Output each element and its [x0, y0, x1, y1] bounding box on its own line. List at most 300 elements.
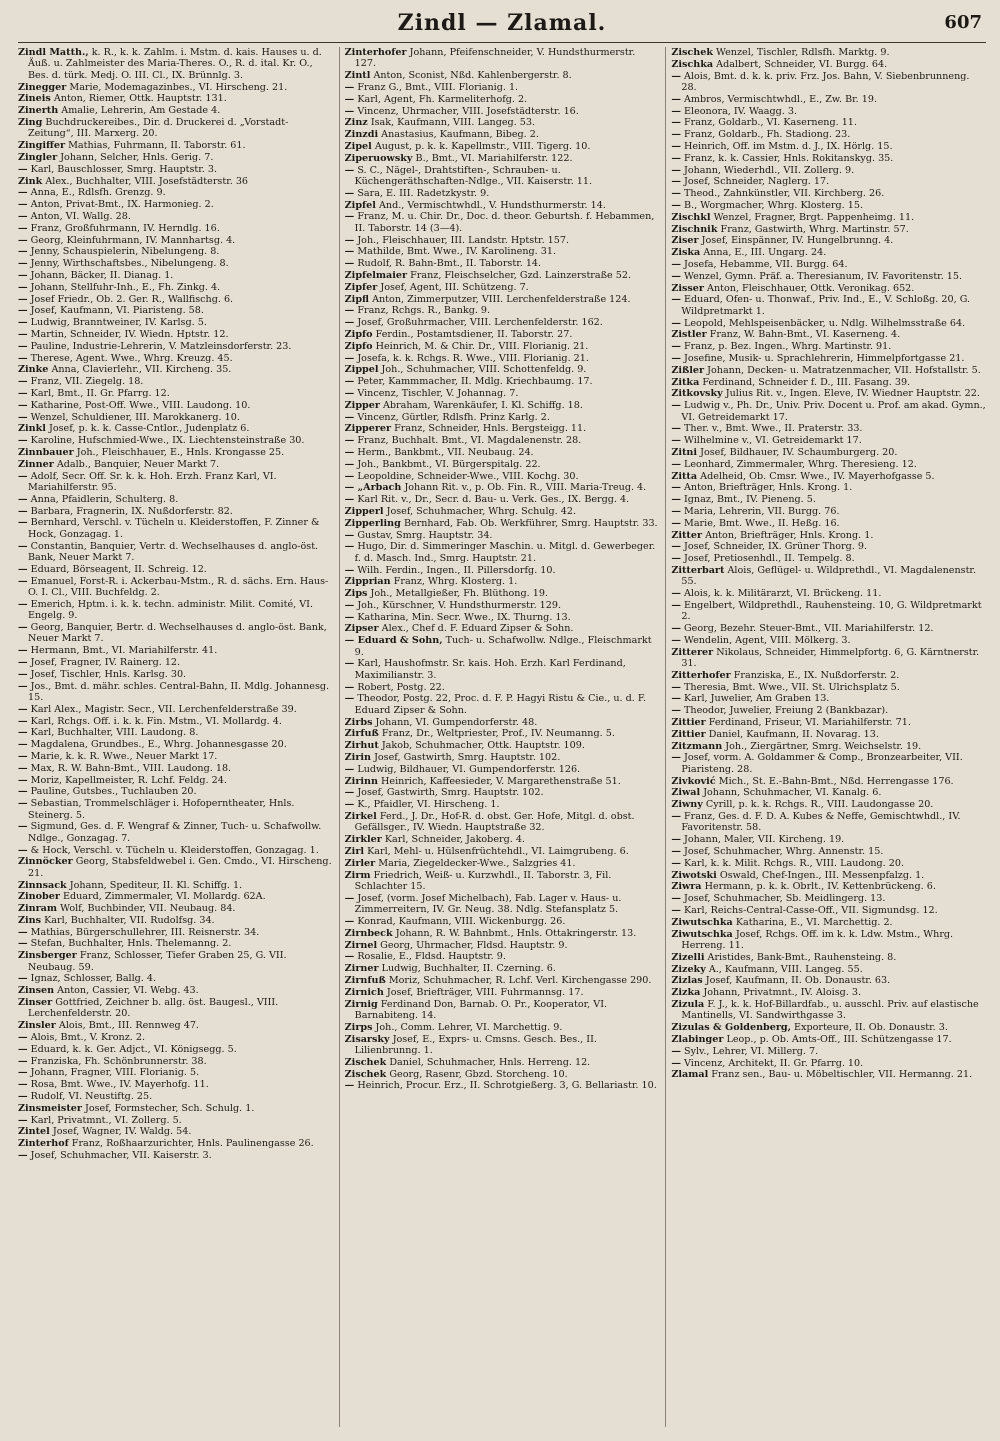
directory-entry	[345, 518, 660, 529]
entry-details: Max, R. W. Bahn-Bmt., VIII. Laudong. 18.	[30, 762, 232, 774]
entry-surname: —	[18, 1079, 28, 1091]
entry-surname: —	[344, 658, 355, 670]
entry-surname: Zirbs	[344, 716, 373, 728]
directory-entry	[345, 235, 660, 246]
directory-entry	[18, 199, 333, 210]
entry-surname: —	[671, 857, 681, 869]
entry-surname: Zitterer	[671, 646, 714, 658]
entry-details: Josefa, Hebamme, VII. Burgg. 64.	[684, 258, 848, 270]
entry-surname: Zippel	[344, 364, 379, 376]
entry-surname: —	[18, 435, 28, 447]
directory-entry	[345, 787, 660, 798]
entry-surname: Ziska	[671, 247, 701, 259]
directory-entry	[345, 447, 660, 458]
directory-entry	[345, 682, 660, 693]
directory-entry	[345, 459, 660, 470]
entry-details: Anton, Fleischhauer, Ottk. Veronikag. 652.	[707, 282, 915, 294]
directory-entry	[18, 927, 333, 938]
entry-details: Johann Rit. v., p. Ob. Fin. R., VIII. Maria-Treug. 4.	[404, 482, 647, 494]
directory-entry	[18, 235, 333, 246]
entry-details: Ferdinand Don, Barnab. O. Pr., Kooperator, VI. Barnabiteng. 14.	[354, 998, 608, 1022]
directory-entry	[18, 376, 333, 387]
directory-entry	[671, 200, 986, 211]
entry-details: Therese, Agent. Wwe., Whrg. Kreuzg. 45.	[30, 352, 233, 364]
entry-surname: Zirm	[344, 869, 371, 881]
directory-entry	[18, 1067, 333, 1078]
entry-details: Constantin, Banquier, Vertr. d. Wechselhauses d. anglo-öst. Bank, Neuer Markt 7.	[28, 540, 319, 563]
entry-surname: —	[18, 926, 28, 938]
entry-details: Vincenz, Architekt, II. Gr. Pfarrg. 10.	[684, 1057, 864, 1069]
directory-entry	[345, 963, 660, 974]
entry-details: k. R., k. k. Zahlm. i. Mstm. d. kais. Hauses u. d. Äuß. u. Zahlmeister des Maria-Theres. O., R. d. ital. Kr. O., Bes. d. türk. Medj. O. III. Cl., IX. Brünnlg. 3.	[28, 47, 322, 81]
page-title: Zindl — Zlamal.	[397, 10, 607, 36]
entry-details: Theodor, Postg. 22, Proc. d. F. P. Hagyi Ristu & Cie., u. d. F. Eduard Zipser & Sohn.	[354, 693, 647, 716]
entry-details: Ferdin., Postamtsdiener, II. Taborstr. 27.	[375, 328, 573, 340]
directory-entry	[671, 776, 986, 787]
directory-entry	[18, 681, 333, 704]
entry-surname: —	[344, 435, 355, 447]
directory-entry	[671, 975, 986, 986]
entry-surname: Zistler	[671, 329, 707, 341]
entry-details: Franziska, E., IX. Nußdorferstr. 2.	[733, 669, 900, 681]
entry-details: Anton, Zimmerputzer, VIII. Lerchenfelderstraße 124.	[372, 293, 631, 305]
directory-entry	[345, 530, 660, 541]
entry-details: Karl, Bmt., II. Gr. Pfarrg. 12.	[30, 387, 170, 399]
directory-entry	[671, 787, 986, 798]
directory-entry	[345, 541, 660, 564]
entry-details: Ludwig v., Ph. Dr., Univ. Priv. Docent u. Prof. am akad. Gymn., VI. Getreidemarkt 17.	[681, 400, 986, 423]
directory-entry	[671, 870, 986, 881]
entry-details: K., Pfaidler, VI. Hirscheng. 1.	[357, 799, 500, 811]
entry-surname: Zinke	[18, 364, 49, 376]
directory-entry	[345, 576, 660, 587]
entry-surname: —	[18, 621, 28, 633]
entry-surname: —	[18, 798, 28, 810]
entry-details: Hugo, Dir. d. Simmeringer Maschin. u. Mitgl. d. Gewerbeger. f. d. Masch. Ind., Smrg. Hauptstr. 21.	[354, 541, 656, 564]
entry-surname: —	[671, 505, 681, 517]
entry-surname: —	[18, 750, 28, 762]
entry-surname: —	[344, 1080, 355, 1092]
entry-details: Eduard, k. k. Ger. Adjct., VI. Königsegg. 5.	[30, 1043, 237, 1055]
directory-entry	[345, 811, 660, 834]
directory-entry	[345, 776, 660, 787]
directory-entry	[345, 600, 660, 611]
entry-details: Buchdruckereibes., Dir. d. Druckerei d. „Vorstadt-Zeitung“, III. Marxerg. 20.	[28, 117, 289, 140]
entry-surname: Zing	[18, 117, 43, 128]
entry-details: Bernhard, Fab. Ob. Werkführer, Smrg. Hauptstr. 33.	[403, 517, 658, 529]
directory-entry	[345, 846, 660, 857]
entry-surname: —	[18, 411, 28, 423]
entry-surname: —	[18, 540, 28, 552]
directory-entry	[345, 471, 660, 482]
entry-details: Johann, VI. Gumpendorferstr. 48.	[375, 716, 538, 728]
entry-surname: Zipfel	[344, 199, 376, 211]
entry-details: Georg, Kleinfuhrmann, IV. Mannhartsg. 4.	[30, 234, 236, 246]
entry-surname: —	[671, 494, 681, 506]
entry-surname: —	[18, 352, 28, 364]
entry-surname: —	[344, 470, 355, 482]
entry-surname: —	[18, 399, 28, 411]
entry-details: Franz, W. Bahn-Bmt., VI. Kaserneng. 4.	[709, 329, 901, 341]
entry-details: Franz, Goldarb., VI. Kaserneng. 11.	[684, 117, 857, 129]
entry-details: Karl, k. k. Milit. Rchgs. R., VIII. Laudong. 20.	[684, 857, 905, 869]
entry-surname: Zirnel	[344, 939, 378, 951]
directory-entry	[671, 999, 986, 1022]
entry-surname: Zintl	[344, 70, 371, 82]
entry-surname: Zipfer	[344, 281, 378, 293]
directory-entry	[18, 1020, 333, 1031]
directory-entry	[18, 1079, 333, 1090]
entry-surname: —	[671, 199, 681, 211]
entry-details: Anastasius, Kaufmann, Bibeg. 2.	[381, 129, 539, 141]
directory-entry	[345, 423, 660, 434]
directory-entry	[18, 891, 333, 902]
entry-surname: Zirnig	[344, 998, 378, 1010]
directory-entry	[18, 305, 333, 316]
entry-details: Leopoldine, Schneider-Wwe., VIII. Kochg. 30.	[357, 470, 579, 482]
entry-details: Wendelin, Agent, VIII. Mölkerg. 3.	[684, 634, 851, 646]
entry-surname: —	[671, 176, 681, 188]
entry-details: Franz, Buchhalt. Bmt., VI. Magdalenenstr. 28.	[357, 435, 582, 447]
directory-entry	[345, 258, 660, 269]
directory-entry	[345, 482, 660, 493]
entry-details: Alois, Bmt., III. Rennweg 47.	[58, 1020, 199, 1032]
directory-entry	[18, 223, 333, 234]
entry-details: Josef, Schuhmacher, Sb. Meidlingerg. 13.	[684, 893, 886, 905]
entry-surname: —	[671, 482, 681, 494]
directory-entry	[671, 283, 986, 294]
directory-entry	[671, 541, 986, 552]
entry-surname: Zirnfuß	[344, 975, 386, 987]
entry-details: Franz, Fleischselcher, Gzd. Lainzerstraße 52.	[410, 269, 632, 281]
entry-details: Franz, Großfuhrmann, IV. Herndlg. 16.	[30, 222, 220, 234]
directory-entry	[671, 377, 986, 388]
entry-surname: —	[344, 611, 355, 623]
directory-entry	[18, 246, 333, 257]
entry-surname: Zingler	[18, 152, 58, 163]
directory-entry	[18, 517, 333, 540]
entry-surname: —	[671, 1057, 681, 1069]
directory-entry	[671, 212, 986, 223]
entry-surname: —	[18, 1043, 28, 1055]
directory-entry	[18, 152, 333, 163]
directory-entry	[671, 259, 986, 270]
entry-details: Johann, Decken- u. Matratzenmacher, VII. Hofstallstr. 5.	[707, 364, 981, 376]
entry-details: Vincenz, Uhrmacher, VIII. Josefstädterstr. 16.	[357, 105, 579, 117]
entry-surname: Zitzmann	[671, 740, 723, 752]
directory-entry	[671, 341, 986, 352]
entry-surname: —	[18, 246, 28, 258]
entry-details: Emanuel, Forst-R. i. Ackerbau-Mstm., R. d. sächs. Ern. Haus-O. I. Cl., VIII. Buchfeldg. 2.	[28, 575, 329, 598]
entry-surname: — „Arbach	[344, 482, 402, 494]
entry-details: Anna, E., III. Ungarg. 24.	[703, 247, 827, 259]
entry-surname: —	[18, 281, 28, 293]
entry-details: Josef, Formstecher, Sch. Schulg. 1.	[84, 1102, 255, 1114]
entry-details: Josef, vorm. A. Goldammer & Comp., Bronzearbeiter, VII. Piaristeng. 28.	[681, 752, 963, 775]
directory-entry	[345, 893, 660, 916]
directory-entry	[345, 246, 660, 257]
entry-details: Karl, Juwelier, Am Graben 13.	[684, 693, 830, 705]
directory-entry	[18, 1091, 333, 1102]
directory-entry	[18, 388, 333, 399]
directory-entry	[18, 447, 333, 458]
entry-surname: —	[18, 1055, 28, 1067]
entry-surname: —	[344, 693, 355, 705]
entry-surname: —	[671, 634, 681, 646]
directory-entry	[671, 987, 986, 998]
entry-surname: Ziperuowsky	[344, 152, 413, 164]
entry-surname: —	[18, 187, 28, 199]
entry-surname: —	[18, 493, 28, 505]
entry-details: Robert, Postg. 22.	[357, 681, 445, 693]
directory-entry	[18, 775, 333, 786]
entry-surname: —	[344, 787, 355, 799]
entry-details: Georg, Uhrmacher, Fldsd. Hauptstr. 9.	[380, 939, 568, 951]
entry-surname: Ziwny	[671, 799, 703, 811]
entry-surname: —	[671, 541, 681, 553]
directory-entry	[345, 506, 660, 517]
entry-surname: Zipperer	[344, 423, 392, 435]
entry-surname: Zinterhofer	[344, 47, 407, 58]
entry-details: Joh., Comm. Lehrer, VI. Marchettig. 9.	[375, 1021, 563, 1033]
entry-details: Anna, E., Rdlsfh. Grenzg. 9.	[30, 187, 166, 199]
entry-details: Vincenz, Tischler, V. Johannag. 7.	[357, 387, 519, 399]
entry-details: & Hock, Verschl. v. Tücheln u. Kleiderstoffen, Gonzagag. 1.	[30, 844, 319, 856]
entry-details: Josefine, Musik- u. Sprachlehrerin, Himmelpfortgasse 21.	[684, 352, 965, 364]
entry-details: Sigmund, Ges. d. F. Wengraf & Zinner, Tuch- u. Schafwollw. Ndlge., Gonzagag. 7.	[28, 821, 322, 844]
entry-surname: —	[18, 317, 28, 329]
directory-entry	[671, 1022, 986, 1033]
directory-entry	[18, 997, 333, 1020]
entry-details: Katharina, E., VI. Marchettig. 2.	[735, 916, 893, 928]
entry-surname: Zizka	[671, 987, 701, 999]
entry-surname: —	[344, 799, 355, 811]
directory-entry	[18, 317, 333, 328]
entry-surname: Zinegger	[18, 81, 67, 93]
entry-details: Amalie, Lehrerin, Am Gestade 4.	[61, 105, 221, 117]
entry-surname: Zitterhofer	[671, 669, 731, 681]
entry-surname: —	[18, 727, 28, 739]
directory-entry	[671, 94, 986, 105]
entry-details: Heinrich, Kaffeesieder, V. Margarethenstraße 51.	[381, 775, 621, 787]
directory-entry	[18, 117, 333, 140]
entry-details: Adalb., Banquier, Neuer Markt 7.	[56, 458, 220, 470]
entry-details: Johann, Privatmnt., IV. Aloisg. 3.	[703, 987, 862, 999]
directory-entry	[345, 658, 660, 681]
entry-surname: —	[671, 317, 681, 329]
entry-surname: —	[344, 763, 355, 775]
entry-details: Franz, Ges. d. F. D. A. Kubes & Neffe, Gemischtwhdl., IV. Favoritenstr. 58.	[681, 811, 961, 834]
directory-entry	[18, 727, 333, 738]
entry-details: Franz, Gastwirth, Whrg. Martinstr. 57.	[720, 223, 909, 235]
directory-entry	[671, 647, 986, 670]
directory-entry	[345, 70, 660, 81]
entry-details: Magdalena, Grundbes., E., Whrg. Johannesgasse 20.	[30, 739, 287, 751]
entry-details: Alois, k. k. Militärarzt, VI. Brückeng. 11.	[684, 588, 882, 600]
entry-surname: —	[671, 752, 681, 764]
entry-details: Anton, Riemer, Ottk. Hauptstr. 131.	[53, 93, 227, 105]
entry-details: Ferdinand, Schneider f. D., III. Fasang. 39.	[702, 376, 911, 388]
entry-surname: Zinser	[18, 997, 53, 1009]
entry-details: Franz, M. u. Chir. Dr., Doc. d. theor. Geburtsh. f. Hebammen, II. Taborstr. 14 (3—4).	[354, 211, 655, 234]
entry-details: Josefa, k. k. Rchgs. R. Wwe., VIII. Florianig. 21.	[357, 352, 589, 364]
entry-details: Anton, Sconist, Nßd. Kahlenbergerstr. 8.	[373, 70, 572, 82]
entry-surname: Zinsler	[18, 1020, 56, 1032]
entry-details: Joh., Bankbmt., VI. Bürgerspitalg. 22.	[357, 458, 541, 470]
entry-details: Rudolf, R. Bahn-Bmt., II. Taborstr. 14.	[357, 258, 542, 270]
entry-surname: Zizulas & Goldenberg,	[671, 1022, 791, 1034]
entry-surname: —	[18, 305, 28, 317]
entry-surname: —	[671, 905, 681, 917]
directory-entry	[345, 928, 660, 939]
directory-entry	[671, 506, 986, 517]
entry-surname: —	[18, 1091, 28, 1103]
directory-entry	[18, 657, 333, 668]
directory-entry	[671, 717, 986, 728]
entry-details: Mathias, Fuhrmann, II. Taborstr. 61.	[68, 140, 246, 152]
entry-details: Alex., Chef d. F. Eduard Zipser & Sohn.	[381, 623, 574, 635]
entry-details: Josef, Agent, III. Schützeng. 7.	[380, 281, 529, 293]
directory-entry	[671, 188, 986, 199]
entry-details: Josef, p. k. k. Casse-Cntlor., Judenplatz 6.	[48, 423, 250, 435]
directory-entry	[345, 740, 660, 751]
directory-entry	[18, 599, 333, 622]
page-header	[18, 8, 986, 43]
directory-entry	[18, 140, 333, 151]
entry-details: Ambros, Vermischtwhdl., E., Zw. Br. 19.	[684, 93, 878, 105]
directory-entry	[345, 1057, 660, 1068]
entry-details: Maria, Ziegeldecker-Wwe., Salzgries 41.	[378, 857, 576, 869]
directory-entry	[671, 917, 986, 928]
directory-entry	[18, 105, 333, 116]
entry-surname: —	[344, 681, 355, 693]
entry-surname: —	[344, 951, 355, 963]
directory-entry	[671, 799, 986, 810]
entry-surname: —	[344, 446, 355, 458]
directory-entry	[345, 987, 660, 998]
directory-entry	[18, 400, 333, 411]
entry-surname: Zinterhof	[18, 1138, 69, 1150]
entry-details: Johann, Bäcker, II. Dianag. 1.	[30, 269, 174, 281]
directory-entry	[18, 845, 333, 856]
entry-details: Anna, Pfaidlerin, Schulterg. 8.	[30, 493, 179, 505]
directory-entry	[18, 541, 333, 564]
directory-entry	[345, 693, 660, 716]
directory-entry	[671, 141, 986, 152]
directory-entry	[345, 565, 660, 576]
entry-details: Josef, E., Exprs- u. Cmsns. Gesch. Bes., II. Lilienbrunng. 1.	[354, 1033, 597, 1057]
directory-entry	[671, 588, 986, 599]
entry-details: Johann, Spediteur, II. Kl. Schiffg. 1.	[69, 879, 243, 891]
entry-details: Franz, Schneider, Hnls. Bergsteigg. 11.	[394, 423, 587, 435]
entry-surname: Zinnbauer	[18, 446, 74, 458]
entry-details: B., Worgmacher, Whrg. Klosterg. 15.	[684, 199, 864, 211]
directory-entry	[671, 59, 986, 70]
entry-details: Wolf, Buchbinder, VII. Neubaug. 84.	[60, 903, 236, 915]
directory-entry	[345, 165, 660, 188]
entry-details: Josef, Pretiosenhdl., II. Tempelg. 8.	[684, 553, 855, 565]
entry-details: Josef, Briefträger, VIII. Fuhrmannsg. 17.	[386, 986, 584, 998]
entry-surname: Ziwotski	[671, 869, 717, 881]
entry-details: Anton, Briefträger, Hnls. Krong. 1.	[705, 529, 874, 541]
entry-surname: Zivković	[671, 775, 716, 787]
entry-details: And., Vermischtwhdl., V. Hundsthurmerstr. 14.	[378, 199, 606, 211]
entry-surname: —	[18, 563, 28, 575]
entry-surname: Zirhut	[344, 740, 379, 752]
directory-entry	[18, 494, 333, 505]
directory-entry	[671, 247, 986, 258]
directory-entry	[671, 693, 986, 704]
entry-details: Johann, Stellfuhr-Inh., E., Fh. Zinkg. 4.	[30, 281, 221, 293]
directory-entry	[18, 763, 333, 774]
entry-details: Katharina, Min. Secr. Wwe., IX. Thurng. 13.	[357, 611, 571, 623]
entry-surname: —	[18, 703, 28, 715]
directory-entry	[18, 1138, 333, 1149]
directory-entry	[671, 846, 986, 857]
directory-entry	[345, 141, 660, 152]
entry-details: Emerich, Hptm. i. k. k. techn. administr. Milit. Comité, VI. Engelg. 9.	[28, 598, 314, 622]
directory-entry	[671, 881, 986, 892]
directory-entry	[345, 82, 660, 93]
entry-surname: Zinerth	[18, 105, 59, 117]
entry-surname: — Eduard & Sohn,	[344, 635, 443, 647]
entry-surname: Zitni	[671, 446, 698, 458]
directory-entry	[345, 106, 660, 117]
entry-surname: Zirler	[344, 857, 376, 869]
directory-entry	[671, 1058, 986, 1069]
directory-entry	[671, 129, 986, 140]
entry-details: Joh., Fleischhauer, III. Landstr. Hptstr. 157.	[357, 234, 570, 246]
directory-entry	[18, 798, 333, 821]
entry-details: Wenzel, Schuldiener, III. Marokkanerg. 10.	[30, 411, 240, 423]
entry-surname: —	[344, 317, 355, 329]
entry-surname: —	[671, 705, 681, 717]
entry-surname: —	[18, 680, 28, 692]
entry-surname: Zirps	[344, 1021, 373, 1033]
entry-details: Ludwig, Buchhalter, II. Czerning. 6.	[381, 963, 556, 975]
directory-entry	[345, 834, 660, 845]
directory-entry	[18, 973, 333, 984]
directory-entry	[671, 494, 986, 505]
entry-details: Karl, Reichs-Central-Casse-Off., VII. Sigmundsg. 12.	[684, 905, 938, 917]
entry-surname: —	[18, 210, 28, 222]
directory-entry	[345, 412, 660, 423]
entry-details: Leopold, Mehlspeisenbäcker, u. Ndlg. Wilhelmsstraße 64.	[684, 317, 966, 329]
directory-entry	[18, 903, 333, 914]
entry-surname: —	[671, 681, 681, 693]
directory-entry	[345, 364, 660, 375]
entry-surname: Zipel	[344, 140, 372, 152]
directory-entry	[671, 271, 986, 282]
entry-details: Rosalie, E., Fldsd. Hauptstr. 9.	[357, 951, 506, 963]
entry-surname: Zinner	[18, 458, 54, 470]
entry-surname: Zizeky	[671, 963, 706, 975]
directory-entry	[345, 1069, 660, 1080]
entry-surname: Zirin	[344, 752, 371, 764]
entry-details: August, p. k. k. Kapellmstr., VIII. Tigerg. 10.	[374, 140, 591, 152]
directory-entry	[671, 71, 986, 94]
entry-details: Eduard, Zimmermaler, VI. Mollardg. 62A.	[62, 891, 266, 903]
directory-entry	[345, 916, 660, 927]
directory-entry	[18, 211, 333, 222]
directory-entry	[345, 494, 660, 505]
entry-surname: —	[18, 269, 28, 281]
entry-details: Leop., p. Ob. Amts-Off., III. Schützengasse 17.	[726, 1034, 952, 1046]
entry-surname: —	[18, 645, 28, 657]
directory-entry	[671, 811, 986, 834]
directory-entry	[345, 270, 660, 281]
entry-surname: Zirinn	[344, 775, 378, 787]
